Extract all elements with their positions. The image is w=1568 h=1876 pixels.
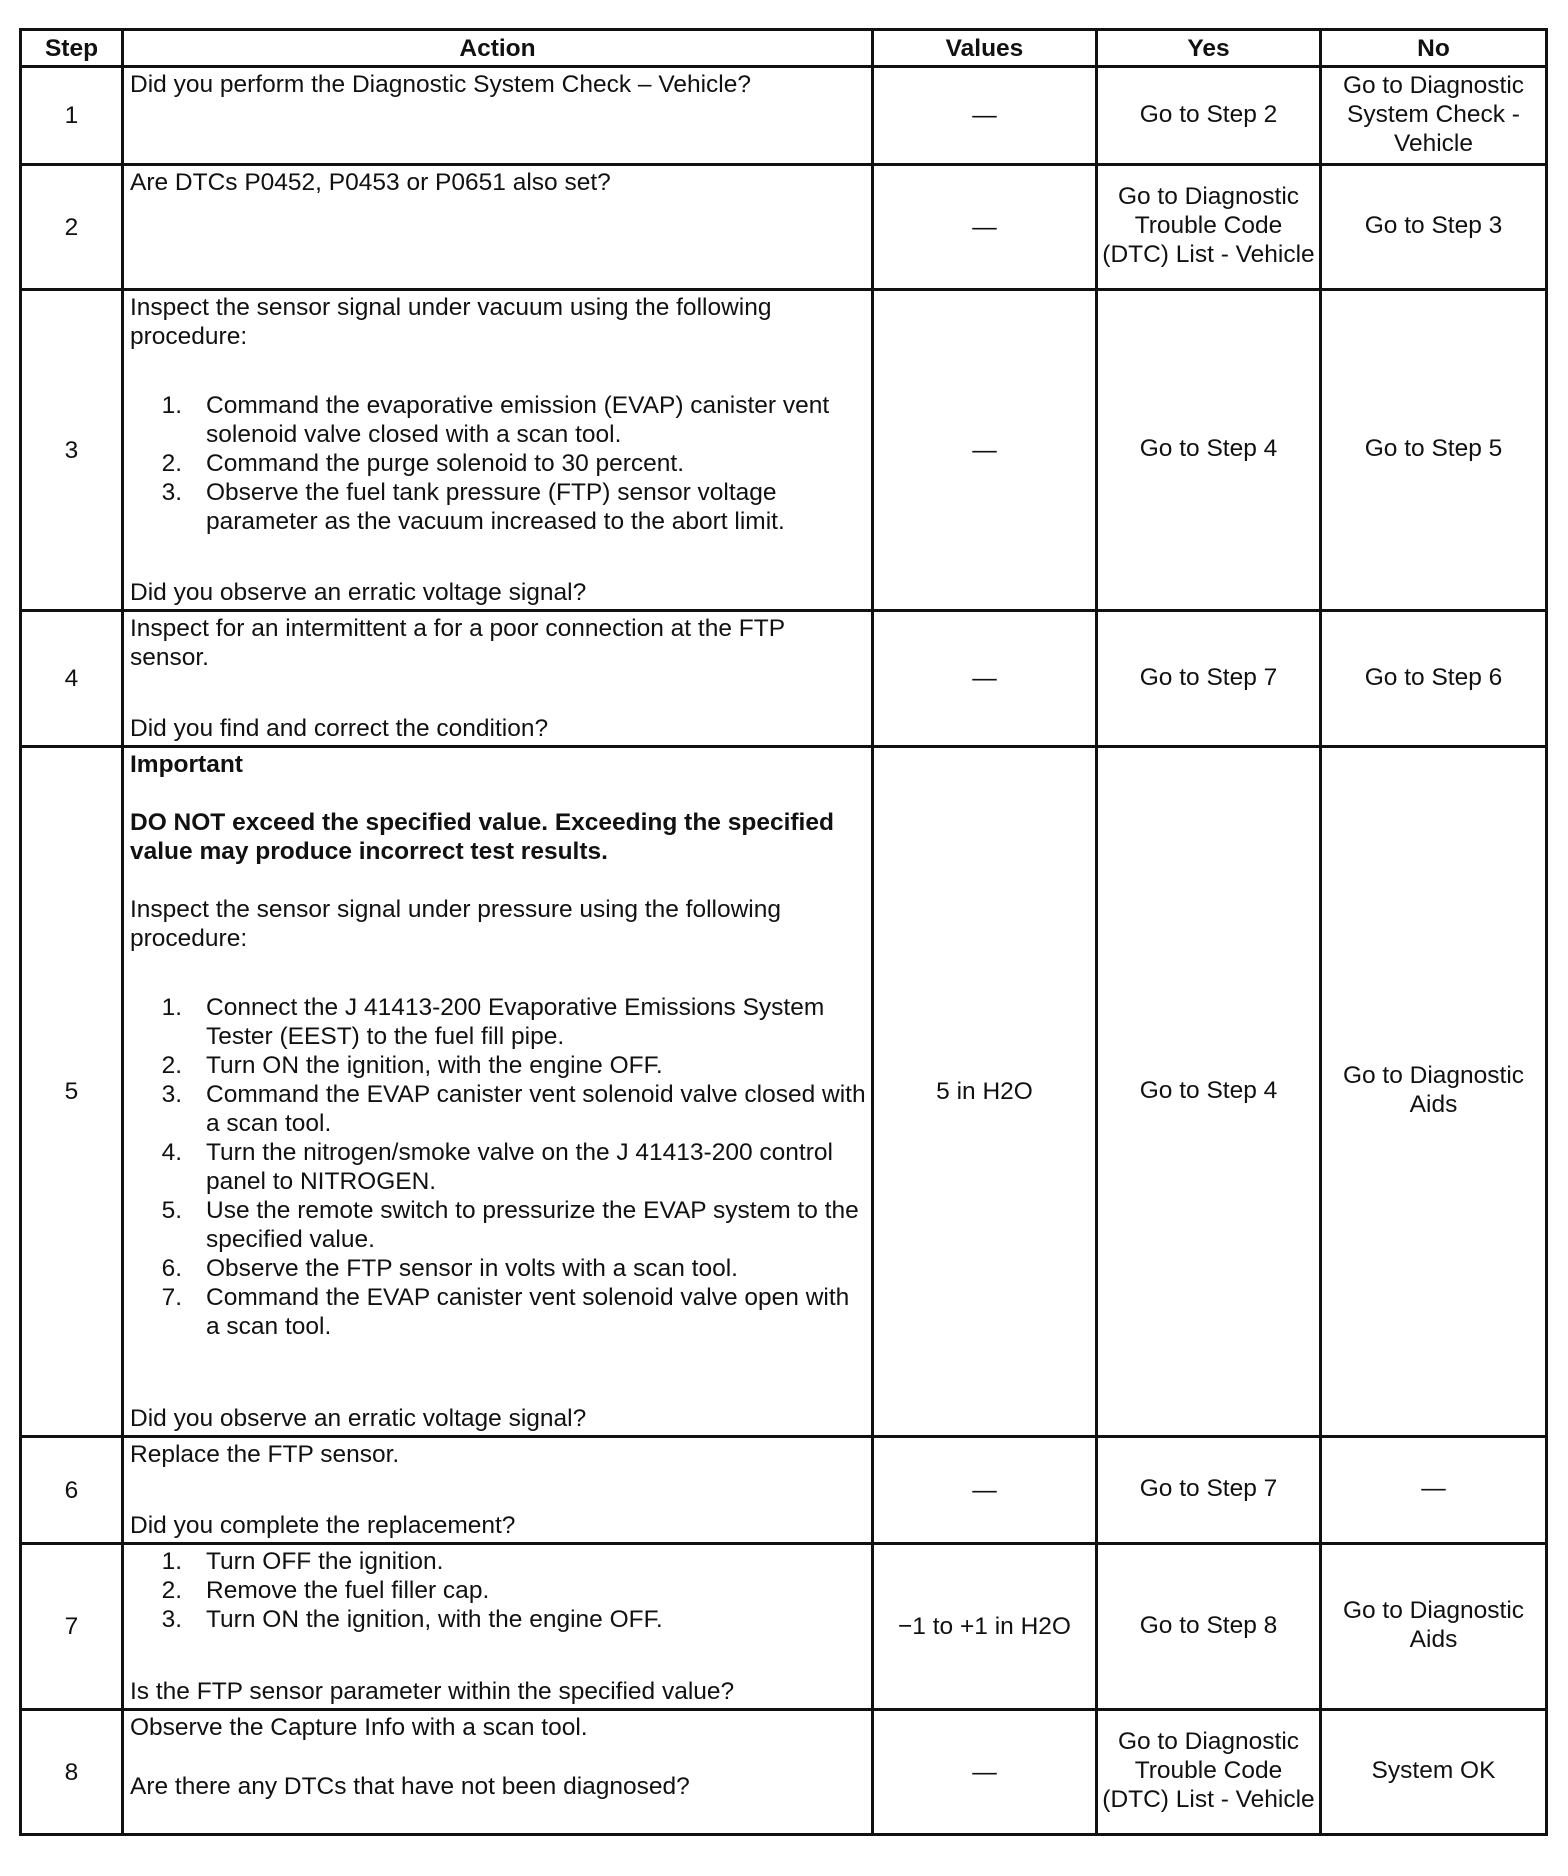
header-step: Step: [21, 30, 123, 67]
yes-cell: [1097, 1710, 1321, 1835]
action-question: Are there any DTCs that have not been diagnosed?: [130, 1773, 690, 1800]
no-cell: [1321, 611, 1547, 747]
list-item: 1. Command the evaporative emission (EVAP) canister vent solenoid valve closed with a scan tool.: [161, 392, 830, 448]
header-yes: Yes: [1097, 30, 1321, 67]
procedure-list: [130, 1547, 867, 1634]
yes-cell: [1097, 165, 1321, 290]
header-action: Action: [123, 30, 873, 67]
action-cell: [123, 290, 873, 611]
table-row-step-6: [21, 1437, 1547, 1544]
step-number: 7: [21, 1544, 123, 1710]
step-number: 1: [21, 67, 123, 165]
table-row-step-8: [21, 1710, 1547, 1835]
action-intro: Inspect the sensor signal under pressure using the following procedure:: [130, 896, 781, 952]
yes-text: Go to Diagnostic Trouble Code (DTC) List - Vehicle: [1102, 183, 1315, 268]
action-intro: Replace the FTP sensor.: [130, 1441, 400, 1468]
action-question: Did you perform the Diagnostic System Check – Vehicle?: [130, 71, 751, 98]
important-label: Important: [130, 751, 243, 778]
list-item: 4. Turn the nitrogen/smoke valve on the J 41413-200 control panel to NITROGEN.: [161, 1139, 833, 1195]
values-cell: —: [873, 1437, 1097, 1544]
action-intro: Inspect the sensor signal under vacuum using the following procedure:: [130, 294, 772, 350]
table-row-step-7: [21, 1544, 1547, 1710]
no-cell: [1321, 1544, 1547, 1710]
no-cell: [1321, 747, 1547, 1437]
list-item: 3. Command the EVAP canister vent solenoid valve closed with a scan tool.: [161, 1081, 866, 1137]
yes-cell: [1097, 747, 1321, 1437]
values-cell: −1 to +1 in H2O: [873, 1544, 1097, 1710]
action-cell: [123, 747, 873, 1437]
yes-cell: [1097, 67, 1321, 165]
important-text: DO NOT exceed the specified value. Exceeding the specified value may produce incorrect test results.: [130, 809, 834, 865]
no-text: System OK: [1371, 1757, 1496, 1784]
no-cell: [1321, 290, 1547, 611]
values-cell: 5 in H2O: [873, 747, 1097, 1437]
list-item: 3. Turn ON the ignition, with the engine OFF.: [161, 1606, 663, 1633]
action-cell: [123, 1710, 873, 1835]
no-cell: [1321, 165, 1547, 290]
header-values: Values: [873, 30, 1097, 67]
no-text: Go to Diagnostic System Check - Vehicle: [1342, 71, 1525, 157]
header-row: [21, 30, 1547, 67]
list-item: 1. Connect the J 41413-200 Evaporative Emissions System Tester (EEST) to the fuel fill pipe.: [161, 994, 825, 1050]
step-number: 3: [21, 290, 123, 611]
procedure-list: [130, 993, 867, 1341]
action-question: Is the FTP sensor parameter within the specified value?: [130, 1678, 735, 1705]
action-question: Did you observe an erratic voltage signal?: [130, 579, 587, 606]
step-number: 2: [21, 165, 123, 290]
action-cell: [123, 611, 873, 747]
values-cell: —: [873, 67, 1097, 165]
table-row-step-2: [21, 165, 1547, 290]
yes-text: Go to Step 7: [1139, 663, 1278, 691]
values-cell: —: [873, 165, 1097, 290]
table-row-step-1: [21, 67, 1547, 165]
yes-text: Go to Step 8: [1139, 1611, 1278, 1639]
yes-cell: [1097, 1437, 1321, 1544]
action-question: Did you find and correct the condition?: [130, 715, 549, 742]
list-item: 5. Use the remote switch to pressurize the EVAP system to the specified value.: [161, 1197, 859, 1253]
table-row-step-4: [21, 611, 1547, 747]
no-cell: [1321, 1437, 1547, 1544]
no-text: Go to Step 3: [1364, 212, 1503, 239]
step-number: 4: [21, 611, 123, 747]
list-item: 1. Turn OFF the ignition.: [161, 1548, 444, 1575]
list-item: 3. Observe the fuel tank pressure (FTP) sensor voltage parameter as the vacuum increased to the abort limit.: [161, 479, 785, 535]
yes-cell: [1097, 611, 1321, 747]
yes-text: Go to Step 7: [1139, 1475, 1278, 1502]
step-number: 6: [21, 1437, 123, 1544]
yes-text: Go to Step 4: [1139, 435, 1278, 462]
step-number: 8: [21, 1710, 123, 1835]
values-cell: —: [873, 1710, 1097, 1835]
yes-text: Go to Diagnostic Trouble Code (DTC) List - Vehicle: [1102, 1728, 1315, 1813]
list-item: 2. Turn ON the ignition, with the engine OFF.: [161, 1052, 663, 1079]
list-item: 7. Command the EVAP canister vent solenoid valve open with a scan tool.: [161, 1284, 850, 1340]
diagnostic-table: [19, 28, 1548, 1836]
action-question: Did you observe an erratic voltage signal?: [130, 1405, 587, 1432]
action-cell: [123, 1544, 873, 1710]
procedure-list: [130, 391, 867, 536]
list-item: 2. Command the purge solenoid to 30 percent.: [161, 450, 685, 477]
action-cell: [123, 1437, 873, 1544]
no-text: —: [1421, 1475, 1446, 1502]
yes-text: Go to Step 2: [1139, 100, 1278, 128]
action-intro: Observe the Capture Info with a scan tool.: [130, 1714, 588, 1741]
table-row-step-5: [21, 747, 1547, 1437]
list-item: 6. Observe the FTP sensor in volts with a scan tool.: [161, 1255, 738, 1282]
action-question: Did you complete the replacement?: [130, 1512, 516, 1539]
yes-text: Go to Step 4: [1139, 1076, 1278, 1104]
values-cell: —: [873, 611, 1097, 747]
table-row-step-3: [21, 290, 1547, 611]
no-cell: [1321, 1710, 1547, 1835]
no-text: Go to Diagnostic Aids: [1342, 1062, 1525, 1118]
no-text: Go to Diagnostic Aids: [1342, 1597, 1525, 1653]
action-cell: [123, 165, 873, 290]
action-cell: [123, 67, 873, 165]
no-cell: [1321, 67, 1547, 165]
header-no: No: [1321, 30, 1547, 67]
action-intro: Inspect for an intermittent a for a poor connection at the FTP sensor.: [130, 615, 785, 671]
no-text: Go to Step 5: [1364, 435, 1503, 462]
yes-cell: [1097, 1544, 1321, 1710]
list-item: 2. Remove the fuel filler cap.: [161, 1577, 490, 1604]
action-question: Are DTCs P0452, P0453 or P0651 also set?: [130, 169, 611, 196]
values-cell: —: [873, 290, 1097, 611]
no-text: Go to Step 6: [1364, 663, 1503, 691]
yes-cell: [1097, 290, 1321, 611]
step-number: 5: [21, 747, 123, 1437]
